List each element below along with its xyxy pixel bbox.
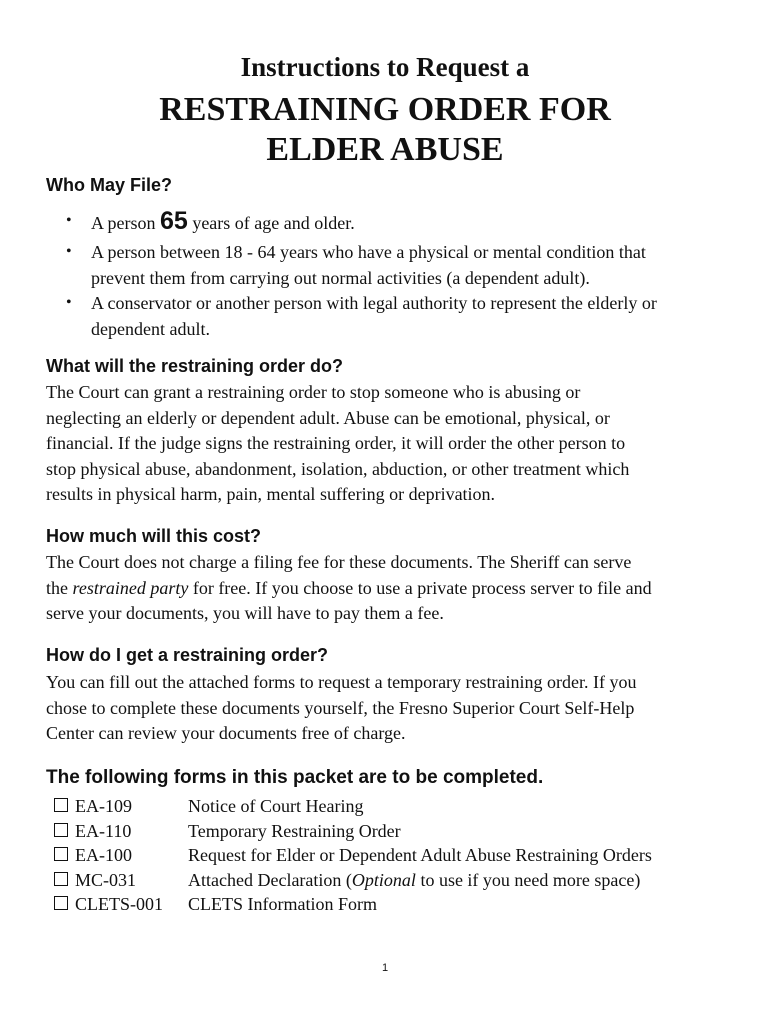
form-description: Notice of Court Hearing: [188, 796, 364, 816]
paragraph-line: The Court can grant a restraining order to stop someone who is abusing or: [46, 382, 581, 402]
paragraph-what-will-order-do: [46, 380, 736, 508]
checkbox[interactable]: [54, 823, 68, 837]
paragraph-line: serve your documents, you will have to pay them a fee.: [46, 603, 444, 623]
form-description: Attached Declaration (Optional to use if you need more space): [188, 870, 641, 890]
form-item-ea-100: [0, 843, 770, 868]
heading-how-get-order: How do I get a restraining order?: [46, 645, 329, 665]
bullet-text: A person: [91, 213, 156, 233]
title-line-2: RESTRAINING ORDER FOR: [159, 91, 611, 128]
page-number: 1: [381, 962, 389, 974]
title-main: [0, 90, 770, 170]
paragraph-line: chose to complete these documents yourself, the Fresno Superior Court Self-Help: [46, 697, 635, 718]
restrained-party-term: restrained party: [72, 577, 189, 598]
heading-what-will-order-do: What will the restraining order do?: [46, 356, 344, 376]
paragraph-line: results in physical harm, pain, mental suffering or deprivation.: [46, 484, 496, 504]
paragraph-line: The Court does not charge a filing fee for these documents. The Sheriff can serve: [46, 552, 632, 572]
bullet-text: years of age and older.: [192, 213, 355, 233]
checkbox[interactable]: [54, 896, 68, 910]
heading-cost: How much will this cost?: [46, 526, 262, 546]
form-description: Request for Elder or Dependent Adult Abuse Restraining Orders: [188, 845, 652, 865]
form-description: CLETS Information Form: [188, 894, 377, 914]
heading-who-may-file: Who May File?: [46, 175, 172, 195]
paragraph-how-get-order: [46, 670, 736, 747]
paragraph-line: the restrained party for free. If you choose to use a private process server to file and: [46, 577, 652, 598]
bullet-icon: •: [66, 294, 72, 311]
paragraph-line: You can fill out the attached forms to request a temporary restraining order. If you: [46, 672, 637, 692]
bullet-icon: •: [66, 243, 72, 260]
form-code: MC-031: [75, 870, 137, 890]
form-code: EA-110: [75, 821, 132, 841]
bullet-text: A conservator or another person with legal authority to represent the elderly or: [91, 293, 657, 313]
title-line-1: Instructions to Request a: [240, 52, 530, 82]
paragraph-line: stop physical abuse, abandonment, isolation, abduction, or other treatment which: [46, 458, 630, 479]
bullet-text: A person between 18 - 64 years who have a physical or mental condition that: [91, 242, 646, 262]
form-code: EA-100: [75, 845, 132, 865]
title-line-3: ELDER ABUSE: [266, 131, 504, 168]
bullet-text: dependent adult.: [91, 319, 210, 339]
heading-forms: The following forms in this packet are to be completed.: [46, 767, 544, 788]
form-description: Temporary Restraining Order: [188, 821, 401, 841]
paragraph-line: neglecting an elderly or dependent adult. Abuse can be emotional, physical, or: [46, 407, 610, 428]
optional-term: Optional: [351, 870, 416, 890]
form-code: EA-109: [75, 796, 132, 816]
age-65: 65: [160, 207, 188, 235]
paragraph-line: financial. If the judge signs the restraining order, it will order the other person to: [46, 433, 626, 453]
checkbox[interactable]: [54, 798, 68, 812]
bullet-icon: •: [66, 212, 72, 229]
bullet-text: prevent them from carrying out normal activities (a dependent adult).: [91, 268, 590, 288]
form-code: CLETS-001: [75, 894, 163, 914]
paragraph-line: Center can review your documents free of charge.: [46, 723, 406, 743]
form-item-clets-001: [0, 892, 770, 917]
form-item-mc-031: [0, 868, 770, 893]
checkbox[interactable]: [54, 872, 68, 886]
checkbox[interactable]: [54, 847, 68, 861]
form-item-ea-110: [0, 819, 770, 844]
form-item-ea-109: [0, 794, 770, 819]
paragraph-cost: [46, 550, 736, 627]
